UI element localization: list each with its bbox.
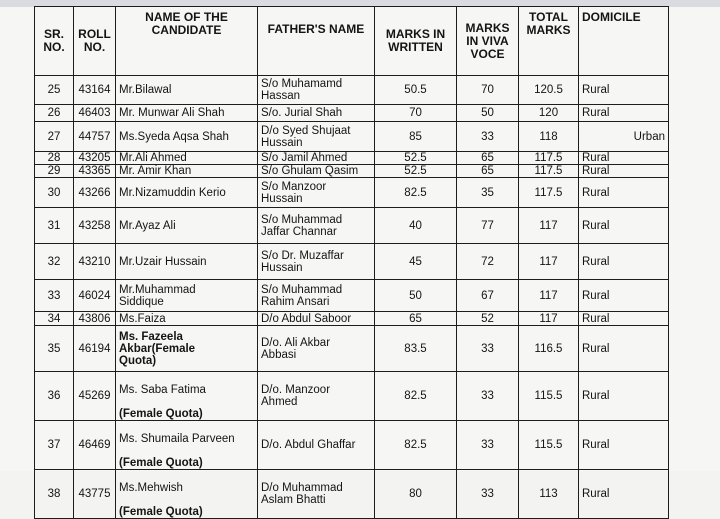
cell-domicile: Rural	[579, 372, 669, 421]
cell-viva: 50	[457, 105, 519, 122]
cell-written: 50.5	[375, 76, 457, 105]
header-father-name: FATHER'S NAME	[258, 7, 375, 76]
cell-written: 52.5	[375, 152, 457, 165]
cell-domicile: Rural	[579, 470, 669, 519]
cell-sr: 32	[35, 244, 74, 280]
cell-sr: 29	[35, 165, 74, 178]
cell-written: 82.5	[375, 178, 457, 208]
cell-name	[116, 421, 258, 470]
table-row	[35, 244, 669, 280]
cell-written: 82.5	[375, 421, 457, 470]
table-row	[35, 105, 669, 122]
header-marks-viva: MARKS IN VIVA VOCE	[457, 7, 519, 76]
cell-sr: 38	[35, 470, 74, 519]
table-row	[35, 372, 669, 421]
cell-roll: 46469	[74, 421, 116, 470]
table-row	[35, 76, 669, 105]
cell-domicile: Rural	[579, 105, 669, 122]
cell-domicile: Urban	[579, 122, 669, 152]
table-row	[35, 165, 669, 178]
cell-viva: 52	[457, 312, 519, 326]
cell-name: Ms. Fazeela Akbar(Female Quota)	[116, 326, 258, 372]
cell-sr: 37	[35, 421, 74, 470]
cell-viva: 72	[457, 244, 519, 280]
header-marks-written: MARKS IN WRITTEN	[375, 7, 457, 76]
cell-domicile: Rural	[579, 165, 669, 178]
cell-father: D/o. Manzoor Ahmed	[258, 372, 375, 421]
cell-total: 117.5	[519, 152, 579, 165]
cell-roll: 43164	[74, 76, 116, 105]
table-row	[35, 280, 669, 312]
cell-father: D/o. Abdul Ghaffar	[258, 421, 375, 470]
cell-viva: 35	[457, 178, 519, 208]
cell-name: Mr.Nizamuddin Kerio	[116, 178, 258, 208]
female-quota-label: (Female Quota)	[119, 506, 203, 518]
cell-name: Mr. Munwar Ali Shah	[116, 105, 258, 122]
cell-sr: 25	[35, 76, 74, 105]
cell-father: D/o. Ali Akbar Abbasi	[258, 326, 375, 372]
cell-total: 115.5	[519, 421, 579, 470]
cell-total: 117	[519, 312, 579, 326]
cell-written: 40	[375, 208, 457, 244]
cell-name: Mr.Muhammad Siddique	[116, 280, 258, 312]
cell-roll: 43258	[74, 208, 116, 244]
cell-viva: 33	[457, 372, 519, 421]
cell-roll: 46024	[74, 280, 116, 312]
cell-viva: 67	[457, 280, 519, 312]
header-domicile: DOMICILE	[579, 7, 669, 76]
table-row	[35, 208, 669, 244]
table-row	[35, 421, 669, 470]
cell-roll: 46194	[74, 326, 116, 372]
cell-domicile: Rural	[579, 312, 669, 326]
cell-domicile: Rural	[579, 178, 669, 208]
cell-written: 83.5	[375, 326, 457, 372]
cell-father: S/o. Jurial Shah	[258, 105, 375, 122]
female-quota-label: (Female Quota)	[119, 408, 203, 420]
cell-total: 117.5	[519, 178, 579, 208]
cell-domicile: Rural	[579, 152, 669, 165]
cell-written: 65	[375, 312, 457, 326]
cell-viva: 65	[457, 165, 519, 178]
cell-viva: 33	[457, 326, 519, 372]
header-sr-no: SR. NO.	[35, 7, 74, 76]
cell-father: S/o Ghulam Qasim	[258, 165, 375, 178]
cell-roll: 43205	[74, 152, 116, 165]
cell-roll: 43365	[74, 165, 116, 178]
cell-roll: 43210	[74, 244, 116, 280]
cell-viva: 33	[457, 421, 519, 470]
cell-domicile: Rural	[579, 326, 669, 372]
candidate-name: Ms.Mehwish	[119, 482, 183, 494]
cell-written: 50	[375, 280, 457, 312]
cell-sr: 30	[35, 178, 74, 208]
cell-domicile: Rural	[579, 421, 669, 470]
cell-father: D/o Syed Shujaat Hussain	[258, 122, 375, 152]
cell-sr: 33	[35, 280, 74, 312]
cell-name: Ms.Syeda Aqsa Shah	[116, 122, 258, 152]
cell-total: 117.5	[519, 165, 579, 178]
cell-father: D/o Muhammad Aslam Bhatti	[258, 470, 375, 519]
header-total-marks: TOTAL MARKS	[519, 7, 579, 76]
cell-name	[116, 470, 258, 519]
cell-viva: 77	[457, 208, 519, 244]
cell-domicile: Rural	[579, 76, 669, 105]
table-row	[35, 122, 669, 152]
cell-total: 115.5	[519, 372, 579, 421]
cell-father: S/o Muhamamd Hassan	[258, 76, 375, 105]
table-row	[35, 312, 669, 326]
cell-father: D/o Abdul Saboor	[258, 312, 375, 326]
cell-written: 85	[375, 122, 457, 152]
cell-viva: 33	[457, 122, 519, 152]
cell-written: 52.5	[375, 165, 457, 178]
cell-father: S/o Muhammad Jaffar Channar	[258, 208, 375, 244]
cell-name: Mr.Ayaz Ali	[116, 208, 258, 244]
cell-total: 116.5	[519, 326, 579, 372]
cell-name: Ms.Faiza	[116, 312, 258, 326]
cell-roll: 43806	[74, 312, 116, 326]
candidate-name: Ms. Saba Fatima	[119, 384, 206, 396]
cell-sr: 34	[35, 312, 74, 326]
cell-roll: 43266	[74, 178, 116, 208]
cell-name: Mr.Bilawal	[116, 76, 258, 105]
cell-roll: 44757	[74, 122, 116, 152]
cell-written: 80	[375, 470, 457, 519]
cell-total: 117	[519, 208, 579, 244]
cell-father: S/o Manzoor Hussain	[258, 178, 375, 208]
header-row	[35, 7, 669, 76]
cell-name: Mr. Amir Khan	[116, 165, 258, 178]
table-row	[35, 326, 669, 372]
cell-written: 70	[375, 105, 457, 122]
cell-viva: 70	[457, 76, 519, 105]
candidate-name: Ms. Shumaila Parveen	[119, 433, 235, 445]
cell-total: 117	[519, 280, 579, 312]
header-roll-no: ROLL NO.	[74, 7, 116, 76]
cell-roll: 43775	[74, 470, 116, 519]
cell-total: 118	[519, 122, 579, 152]
cell-total: 120	[519, 105, 579, 122]
cell-written: 45	[375, 244, 457, 280]
cell-sr: 35	[35, 326, 74, 372]
cell-name: Mr.Uzair Hussain	[116, 244, 258, 280]
table-row	[35, 470, 669, 519]
header-candidate-name: NAME OF THE CANDIDATE	[116, 7, 258, 76]
cell-roll: 46403	[74, 105, 116, 122]
female-quota-label: (Female Quota)	[119, 457, 203, 469]
table-row	[35, 152, 669, 165]
cell-father: S/o Dr. Muzaffar Hussain	[258, 244, 375, 280]
cell-written: 82.5	[375, 372, 457, 421]
cell-domicile: Rural	[579, 244, 669, 280]
cell-father: S/o Jamil Ahmed	[258, 152, 375, 165]
cell-viva: 33	[457, 470, 519, 519]
cell-father: S/o Muhammad Rahim Ansari	[258, 280, 375, 312]
cell-total: 120.5	[519, 76, 579, 105]
cell-sr: 28	[35, 152, 74, 165]
cell-sr: 27	[35, 122, 74, 152]
cell-name: Mr.Ali Ahmed	[116, 152, 258, 165]
cell-viva: 65	[457, 152, 519, 165]
cell-sr: 36	[35, 372, 74, 421]
table-row	[35, 178, 669, 208]
cell-domicile: Rural	[579, 280, 669, 312]
merit-list-table	[34, 6, 669, 519]
cell-sr: 26	[35, 105, 74, 122]
cell-domicile: Rural	[579, 208, 669, 244]
cell-sr: 31	[35, 208, 74, 244]
cell-total: 113	[519, 470, 579, 519]
cell-name	[116, 372, 258, 421]
cell-total: 117	[519, 244, 579, 280]
cell-roll: 45269	[74, 372, 116, 421]
